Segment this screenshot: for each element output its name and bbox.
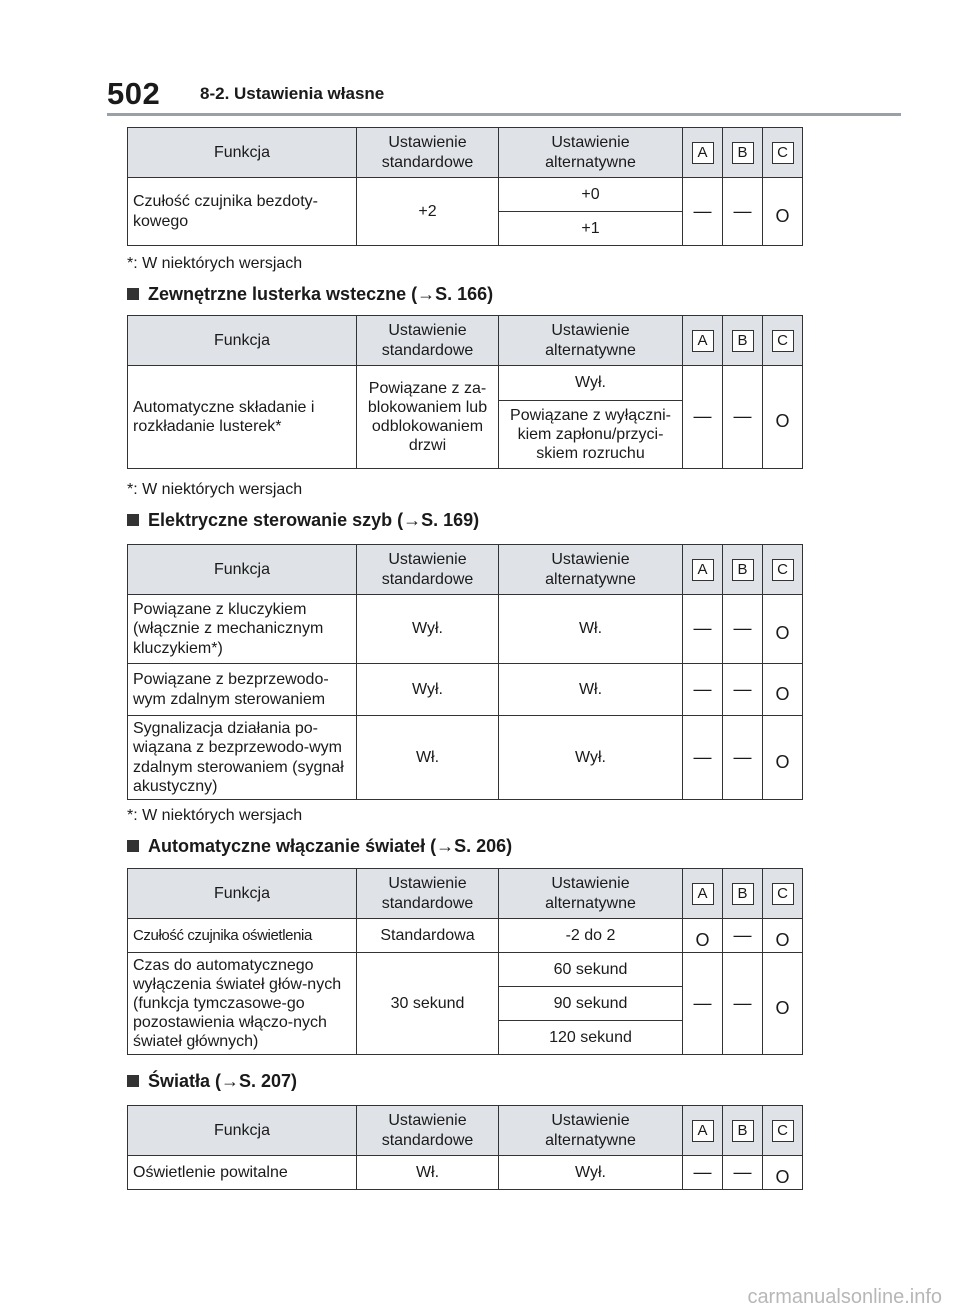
header-c: C (763, 869, 803, 919)
bullet-square-icon (127, 288, 139, 300)
mark-a: — (683, 178, 723, 246)
footnote: *: W niektórych wersjach (127, 255, 303, 272)
function-cell: Powiązane z kluczykiem (włącznie z mechanicznym kluczykiem*) (128, 595, 357, 664)
header-a: A (683, 1106, 723, 1156)
header-b: B (723, 545, 763, 595)
table-header-row (128, 316, 803, 366)
function-cell: Automatyczne składanie i rozkładanie lusterek* (128, 366, 357, 469)
header-default: Ustawienie standardowe (357, 1106, 499, 1156)
default-cell: Wył. (357, 595, 499, 664)
header-function: Funkcja (128, 1106, 357, 1156)
mark-c: O (763, 1156, 803, 1190)
header-default: Ustawienie standardowe (357, 128, 499, 178)
table-power-windows (127, 544, 803, 800)
mark-c: O (763, 953, 803, 1055)
mark-b: — (723, 664, 763, 716)
mark-c: O (763, 595, 803, 664)
mark-a: — (683, 664, 723, 716)
footnote: *: W niektórych wersjach (127, 481, 303, 498)
mark-b: — (723, 953, 763, 1055)
alternative-cell: Powiązane z wyłączni-kiem zapłonu/przyci-skiem rozruchu (499, 401, 683, 469)
bullet-square-icon (127, 840, 139, 852)
header-b: B (723, 316, 763, 366)
alternative-cell: Wł. (499, 664, 683, 716)
table-welcome-light (127, 1105, 803, 1190)
alternative-cell: Wył. (499, 716, 683, 800)
mark-a: — (683, 595, 723, 664)
mark-b: — (723, 366, 763, 469)
function-cell: Czułość czujnika bezdoty-kowego (128, 178, 357, 246)
table-row (128, 595, 803, 664)
header-alternative: Ustawienie alternatywne (499, 869, 683, 919)
page-header (0, 0, 960, 118)
section-title: 8-2. Ustawienia własne (200, 84, 385, 103)
mark-b: — (723, 919, 763, 953)
function-cell: Powiązane z bezprzewodo-wym zdalnym sterowaniem (128, 664, 357, 716)
header-function: Funkcja (128, 316, 357, 366)
function-cell: Oświetlenie powitalne (128, 1156, 357, 1190)
section-heading-windows: Elektryczne sterowanie szyb (→S. 169) (127, 510, 479, 531)
function-cell: Czas do automatycznego wyłączenia świateł głów-nych (funkcja tymczasowe-go pozostawienia włączo-nych świateł głównych) (128, 953, 357, 1055)
mark-a: — (683, 1156, 723, 1190)
mark-c: O (763, 664, 803, 716)
header-function: Funkcja (128, 869, 357, 919)
table-row (128, 366, 803, 401)
header-c: C (763, 1106, 803, 1156)
function-cell: Czułość czujnika oświetlenia (128, 919, 357, 953)
header-alternative: Ustawienie alternatywne (499, 128, 683, 178)
mark-b: — (723, 595, 763, 664)
function-cell: Sygnalizacja działania po-wiązana z bezprzewodo-wym zdalnym sterowaniem (sygnał akustyczny) (128, 716, 357, 800)
default-cell: Wył. (357, 664, 499, 716)
alternative-cell: 120 sekund (499, 1021, 683, 1055)
alternative-cell: Wł. (499, 595, 683, 664)
default-cell: Powiązane z za-blokowaniem lub odblokowaniem drzwi (357, 366, 499, 469)
header-a: A (683, 869, 723, 919)
header-b: B (723, 869, 763, 919)
table-header-row (128, 545, 803, 595)
alternative-cell: -2 do 2 (499, 919, 683, 953)
mark-b: — (723, 1156, 763, 1190)
mark-c: O (763, 178, 803, 246)
header-alternative: Ustawienie alternatywne (499, 545, 683, 595)
header-default: Ustawienie standardowe (357, 545, 499, 595)
mark-a: — (683, 716, 723, 800)
table-sensor-sensitivity (127, 127, 803, 246)
header-alternative: Ustawienie alternatywne (499, 1106, 683, 1156)
table-row (128, 1156, 803, 1190)
page-number: 502 (107, 76, 161, 111)
bullet-square-icon (127, 1075, 139, 1087)
header-divider (107, 113, 901, 116)
section-heading-headlights: Światła (→S. 207) (127, 1071, 297, 1092)
header-a: A (683, 316, 723, 366)
table-header-row (128, 128, 803, 178)
header-default: Ustawienie standardowe (357, 316, 499, 366)
default-cell: 30 sekund (357, 953, 499, 1055)
mark-a: — (683, 366, 723, 469)
alternative-cell: 60 sekund (499, 953, 683, 987)
table-row (128, 664, 803, 716)
header-a: A (683, 545, 723, 595)
header-b: B (723, 128, 763, 178)
mark-b: — (723, 178, 763, 246)
mark-b: — (723, 716, 763, 800)
alternative-cell: +0 (499, 178, 683, 212)
table-header-row (128, 869, 803, 919)
header-a: A (683, 128, 723, 178)
table-row (128, 716, 803, 800)
table-row (128, 178, 803, 212)
header-c: C (763, 128, 803, 178)
alternative-cell: +1 (499, 212, 683, 246)
mark-a: O (683, 919, 723, 953)
header-b: B (723, 1106, 763, 1156)
table-header-row (128, 1106, 803, 1156)
header-default: Ustawienie standardowe (357, 869, 499, 919)
watermark: carmanualsonline.info (747, 1286, 942, 1308)
section-heading-auto-lights: Automatyczne włączanie świateł (→S. 206) (127, 836, 512, 857)
default-cell: +2 (357, 178, 499, 246)
alternative-cell: 90 sekund (499, 987, 683, 1021)
alternative-cell: Wył. (499, 366, 683, 401)
mark-c: O (763, 919, 803, 953)
table-row (128, 919, 803, 953)
table-mirrors (127, 315, 803, 469)
section-heading-mirrors: Zewnętrzne lusterka wsteczne (→S. 166) (127, 284, 493, 305)
footnote: *: W niektórych wersjach (127, 807, 303, 824)
header-function: Funkcja (128, 545, 357, 595)
header-c: C (763, 545, 803, 595)
default-cell: Wł. (357, 1156, 499, 1190)
mark-c: O (763, 366, 803, 469)
table-auto-lights (127, 868, 803, 1055)
bullet-square-icon (127, 514, 139, 526)
header-alternative: Ustawienie alternatywne (499, 316, 683, 366)
default-cell: Wł. (357, 716, 499, 800)
header-function: Funkcja (128, 128, 357, 178)
alternative-cell: Wył. (499, 1156, 683, 1190)
mark-a: — (683, 953, 723, 1055)
table-row (128, 953, 803, 987)
default-cell: Standardowa (357, 919, 499, 953)
header-c: C (763, 316, 803, 366)
mark-c: O (763, 716, 803, 800)
